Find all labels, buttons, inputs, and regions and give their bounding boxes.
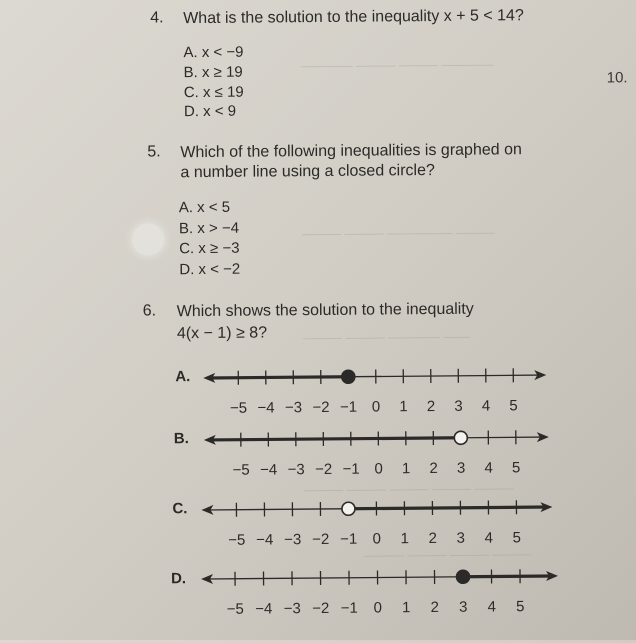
question-5-number: 5. (147, 143, 161, 161)
solution-ray (209, 377, 348, 378)
tick-label: −3 (285, 399, 302, 416)
question-4-text: What is the solution to the inequality x + 5 < 14? (183, 6, 524, 29)
question-4-number: 4. (150, 9, 164, 27)
tick-label: 5 (509, 397, 517, 414)
tick-label: −2 (312, 399, 329, 416)
number-line-option-a[interactable] (3, 359, 636, 425)
tick-label: 2 (428, 530, 436, 547)
bleed-through-text: ——— ——— ——— ——— ——— (304, 480, 514, 497)
question-5-text-line-1: Which of the following inequalities is graphed on (180, 140, 522, 163)
question-4-option-c[interactable]: C. x ≤ 19 (184, 85, 244, 102)
question-6-number: 6. (143, 302, 157, 320)
number-line-options (0, 0, 636, 3)
tick-label: 5 (512, 459, 520, 476)
closed-circle-point (342, 370, 355, 383)
tick-label: 5 (516, 598, 524, 615)
question-5-option-b[interactable]: B. x > −4 (179, 221, 239, 238)
number-line-option-b-label: B. (174, 430, 189, 447)
solution-ray (463, 576, 552, 577)
question-5-text-line-2: a number line using a closed circle? (180, 161, 435, 183)
bleed-through-text: ——— ——— ———— —— (303, 329, 470, 345)
tick-label: 4 (488, 598, 496, 615)
tick-label: −1 (340, 399, 357, 416)
tick-label: −2 (315, 461, 332, 478)
tick-label: 2 (427, 398, 435, 415)
tick-label: 0 (372, 398, 380, 415)
question-4-option-d[interactable]: D. x < 9 (184, 104, 236, 120)
tick-label: −5 (230, 400, 247, 417)
number-line-option-d[interactable] (5, 560, 636, 626)
solution-ray (210, 438, 461, 440)
question-6-text-line-2: 4(x − 1) ≥ 8? (177, 323, 267, 344)
open-circle-point (342, 502, 355, 515)
tick-label: −4 (256, 531, 273, 548)
tick-label: −1 (342, 461, 359, 478)
open-circle-point (454, 431, 467, 444)
bleed-through-text: ——— ——— ——— ——— (365, 546, 532, 562)
tick-label: 1 (402, 599, 410, 616)
tick-label: −3 (284, 531, 301, 548)
tick-label: 2 (429, 460, 437, 477)
side-number: 10. (607, 69, 628, 86)
tick-label: 2 (431, 599, 439, 616)
tick-label: −4 (260, 461, 277, 478)
number-line-option-a-label: A. (175, 368, 190, 385)
bleed-through-text: ——— ——— ————— ——— (302, 224, 495, 241)
tick-label: −1 (341, 600, 358, 617)
tick-label: −3 (287, 461, 304, 478)
tick-label: 5 (512, 529, 520, 546)
tick-label: 1 (402, 460, 410, 477)
tick-label: −2 (312, 600, 329, 617)
tick-label: 1 (399, 398, 407, 415)
question-5-option-a[interactable]: A. x < 5 (179, 200, 230, 216)
tick-label: 3 (454, 398, 462, 415)
question-4-option-b[interactable]: B. x ≥ 19 (184, 65, 243, 82)
tick-label: 4 (482, 398, 490, 415)
tick-label: 0 (374, 460, 382, 477)
tick-label: 3 (459, 599, 467, 616)
light-reflection (132, 223, 164, 255)
tick-label: −4 (255, 600, 272, 617)
closed-circle-point (456, 570, 469, 583)
tick-label: −5 (227, 601, 244, 618)
number-line-option-d-label: D. (171, 570, 186, 587)
question-6-text-line-1: Which shows the solution to the inequality (177, 300, 474, 323)
tick-label: 4 (484, 459, 492, 476)
tick-label: 0 (374, 599, 382, 616)
tick-label: −5 (228, 532, 245, 549)
tick-label: 3 (456, 530, 464, 547)
tick-label: 4 (484, 529, 492, 546)
tick-label: −3 (284, 600, 301, 617)
tick-label: −4 (257, 399, 274, 416)
tick-label: −2 (312, 531, 329, 548)
number-line-option-c-label: C. (172, 500, 187, 517)
tick-label: 0 (372, 530, 380, 547)
tick-label: −1 (340, 531, 357, 548)
question-5-option-c[interactable]: C. x ≥ −3 (179, 241, 239, 258)
number-line-option-c[interactable] (4, 491, 636, 557)
tick-label: 3 (457, 460, 465, 477)
question-5-option-d[interactable]: D. x < −2 (179, 262, 240, 279)
tick-label: −5 (232, 462, 249, 479)
tick-label: 1 (400, 530, 408, 547)
bleed-through-text: ———— ——— ——— ———— (301, 56, 494, 73)
question-4-option-a[interactable]: A. x < −9 (183, 45, 243, 62)
number-line-option-b[interactable] (4, 421, 636, 487)
